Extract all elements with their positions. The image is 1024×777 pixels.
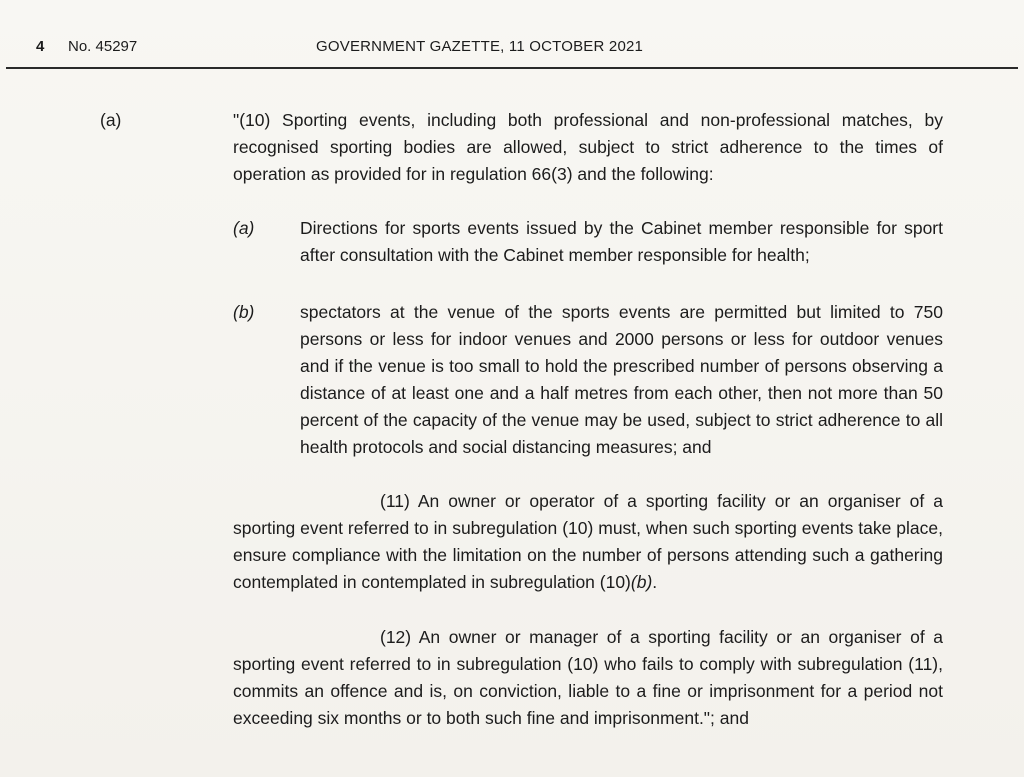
amendment-label: (a) bbox=[100, 110, 122, 130]
subparagraph-a-marker: (a) bbox=[233, 218, 255, 238]
page-header bbox=[0, 38, 1024, 64]
subparagraph-b-marker: (b) bbox=[233, 302, 255, 322]
gazette-number: No. 45297 bbox=[68, 38, 138, 55]
subparagraph-a bbox=[233, 215, 943, 269]
paragraph-11 bbox=[233, 488, 943, 596]
subparagraph-b-text: spectators at the venue of the sports events are permitted but limited to 750 persons or less for indoor venues and 2000 persons or less for outdoor venues and if the venue is too small to hold the prescribed number of persons observing a distance of at least one and a half metres from each other, then not more than 50 percent of the capacity of the venue may be used, subject to strict adherence to all health protocols and social distancing measures; and bbox=[300, 302, 943, 457]
paragraph-11-end: . bbox=[652, 572, 658, 592]
gazette-title: GOVERNMENT GAZETTE, 11 OCTOBER 2021 bbox=[316, 38, 644, 55]
subparagraph-a-text: Directions for sports events issued by the Cabinet member responsible for sport after consultation with the Cabinet member responsible for health; bbox=[300, 218, 943, 265]
paragraph-11-text: (11) An owner or operator of a sporting facility or an organiser of a sporting event referred to in subregulation (10) must, when such sporting events take place, ensure compliance with the limitation on the number of persons attending such a gathering contemplated in contemplated in subregulation (10) bbox=[233, 491, 943, 592]
subparagraph-b bbox=[233, 299, 943, 461]
header-rule bbox=[6, 67, 1018, 69]
paragraph-11-italic-ref: (b) bbox=[630, 572, 653, 592]
paragraph-12: (12) An owner or manager of a sporting facility or an organiser of a sporting event referred to in subregulation (10) who fails to comply with subregulation (11), commits an offence and is, on conviction, liable to a fine or imprisonment for a period not exceeding six months or to both such fine and imprisonment."; and bbox=[233, 627, 943, 728]
page-number: 4 bbox=[36, 38, 45, 55]
paragraph-10: "(10) Sporting events, including both professional and non-professional matches, by recognised sporting bodies are allowed, subject to strict adherence to the times of operation as provided for in regulation 66(3) and the following: bbox=[233, 110, 943, 184]
